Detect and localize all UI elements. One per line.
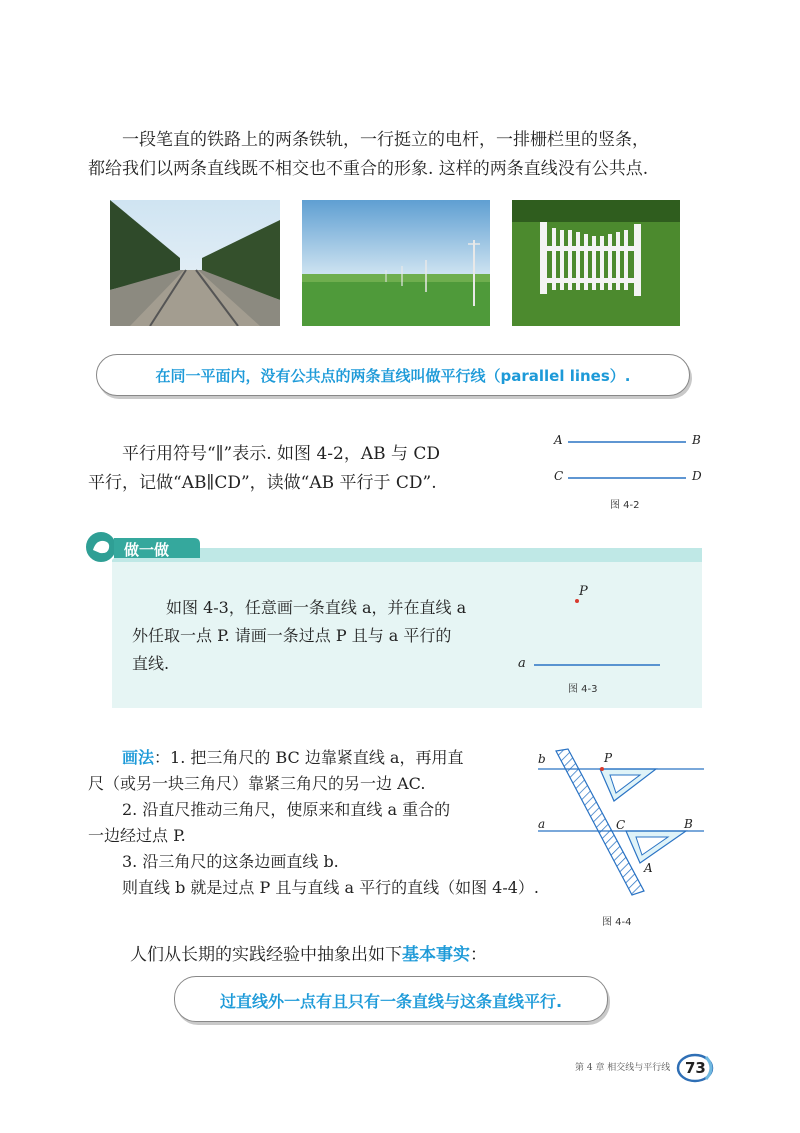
method-line-1 — [88, 745, 548, 771]
fact-intro-text: 人们从长期的实践经验中抽象出如下 — [130, 945, 402, 965]
label-B: B — [692, 433, 701, 447]
intro-line-2: 都给我们以两条直线既不相交也不重合的形象. 这样的两条直线没有公共点. — [88, 159, 649, 179]
point-B-label: B — [684, 817, 693, 831]
method-line-4: 一边经过点 P. — [88, 826, 186, 845]
definition-text: 在同一平面内，没有公共点的两条直线叫做平行线（parallel lines）. — [155, 367, 631, 385]
activity-text — [132, 594, 482, 678]
activity-title-badge — [84, 530, 202, 564]
figure-4-2 — [550, 430, 710, 514]
figure-4-2-caption: 图 4-2 — [610, 500, 640, 511]
page-number: 73 — [685, 1059, 706, 1077]
basic-fact-statement: 过直线外一点有且只有一条直线与这条直线平行. — [219, 992, 563, 1011]
method-line-3: 2. 沿直尺推动三角尺，使原来和直线 a 重合的 — [122, 800, 451, 819]
basic-fact-intro — [130, 941, 487, 970]
point-P-label: P — [579, 584, 588, 599]
utility-poles-photo — [302, 200, 490, 326]
notation-paragraph — [88, 440, 518, 498]
railway-photo — [110, 200, 280, 326]
page-number-badge — [676, 1053, 716, 1083]
label-D: D — [692, 469, 702, 483]
method-line-2: 尺（或另一块三角尺）靠紧三角尺的另一边 AC. — [88, 774, 426, 793]
label-A: A — [554, 433, 563, 447]
basic-fact-box — [174, 976, 608, 1022]
figure-4-3 — [510, 584, 680, 696]
figure-4-4-caption: 图 4-4 — [602, 917, 632, 928]
chapter-footer: 第 4 章 相交线与平行线 — [575, 1063, 671, 1073]
method-line-6: 则直线 b 就是过点 P 且与直线 a 平行的直线（如图 4-4）. — [122, 878, 540, 897]
notation-line-1: 平行用符号“∥”表示. 如图 4-2，AB 与 CD — [122, 444, 441, 464]
fact-intro-colon: ： — [470, 945, 487, 965]
figure-4-4 — [534, 745, 710, 930]
activity-line-3: 直线. — [132, 654, 170, 673]
basic-fact-highlight: 基本事实 — [402, 945, 470, 965]
point-C-label: C — [616, 818, 626, 832]
point-P-label-4-4: P — [604, 751, 613, 765]
parallel-lines-definition — [96, 354, 690, 396]
method-line-1-text: ：1. 把三角尺的 BC 边靠紧直线 a，再用直 — [154, 748, 464, 767]
label-C: C — [554, 469, 564, 483]
notation-line-2: 平行，记做“AB∥CD”，读做“AB 平行于 CD”. — [88, 473, 437, 493]
activity-line-1: 如图 4-3，任意画一条直线 a，并在直线 a — [166, 598, 467, 617]
intro-line-1: 一段笔直的铁路上的两条铁轨，一行挺立的电杆，一排栅栏里的竖条， — [122, 130, 649, 150]
line-a-label-4-4: a — [538, 817, 546, 831]
line-b-label: b — [538, 752, 546, 766]
activity-line-2: 外任取一点 P. 请画一条过点 P 且与 a 平行的 — [132, 626, 452, 645]
fence-photo — [512, 200, 680, 326]
method-line-5: 3. 沿三角尺的这条边画直线 b. — [122, 852, 339, 871]
point-A-label: A — [644, 861, 653, 875]
line-a-label: a — [518, 656, 526, 671]
figure-4-3-caption: 图 4-3 — [568, 684, 598, 695]
method-label: 画法 — [122, 748, 155, 767]
drawing-method — [88, 745, 548, 901]
intro-paragraph — [88, 126, 708, 184]
activity-title: 做一做 — [124, 541, 170, 559]
